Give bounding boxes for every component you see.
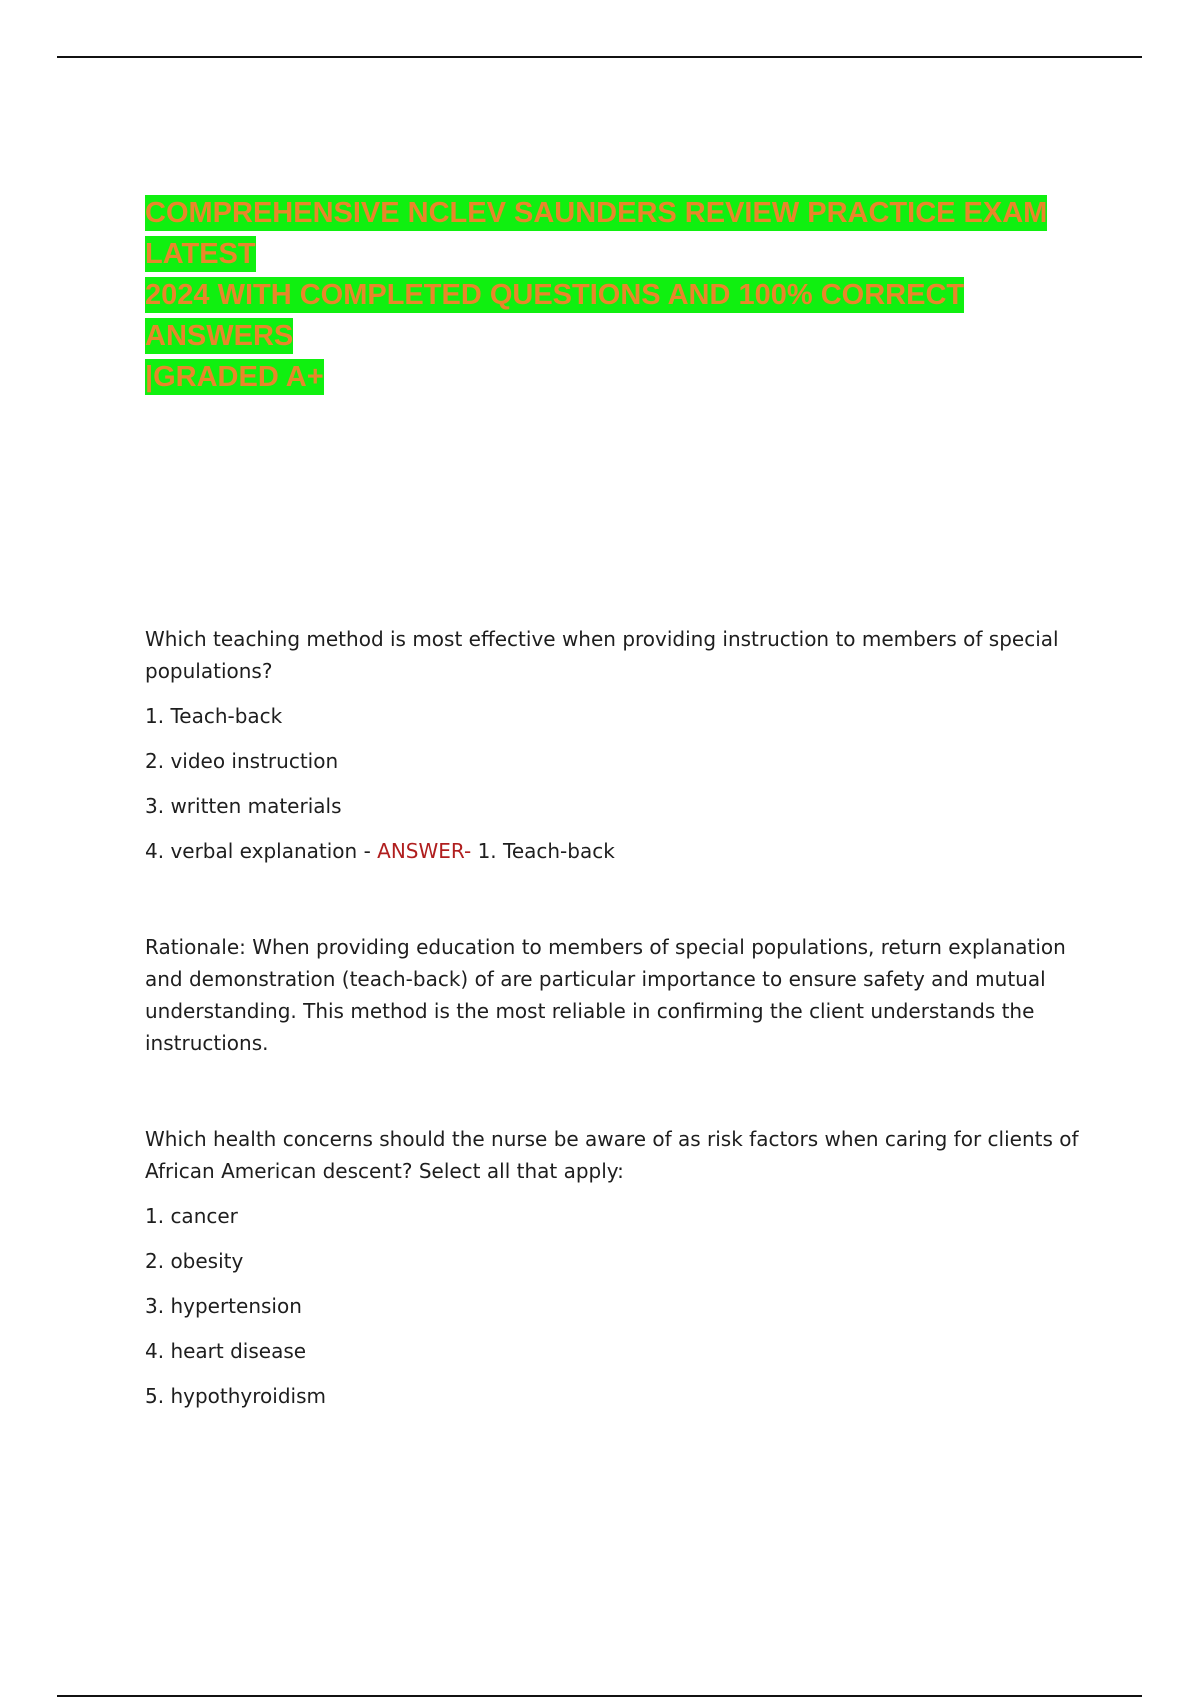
bottom-rule <box>57 1695 1142 1697</box>
question-1-rationale: Rationale: When providing education to members of special populations, return explanation and demonstration (teach-back) of are particular importance to ensure safety and mutual understanding. This method is the most reliable in confirming the client understands the instructions. <box>145 935 1066 1055</box>
answer-text: 1. Teach-back <box>477 839 615 863</box>
document-body <box>145 623 1080 1412</box>
question-2-option-3: 3. hypertension <box>145 1294 302 1318</box>
top-rule <box>57 56 1142 58</box>
question-1-option-4-with-answer <box>145 835 1080 867</box>
question-1-option-2: 2. video instruction <box>145 749 339 773</box>
question-1-option-3: 3. written materials <box>145 794 342 818</box>
question-1 <box>145 623 1080 1059</box>
question-2-prompt: Which health concerns should the nurse be aware of as risk factors when caring for clients of African American descent? Select all that apply: <box>145 1127 1079 1183</box>
question-1-prompt: Which teaching method is most effective when providing instruction to members of special populations? <box>145 627 1059 683</box>
title-line-1: COMPREHENSIVE NCLEV SAUNDERS REVIEW PRACTICE EXAM LATEST <box>145 197 1048 270</box>
question-1-option-1: 1. Teach-back <box>145 704 283 728</box>
question-2-option-1: 1. cancer <box>145 1204 238 1228</box>
document-title <box>145 193 1075 398</box>
title-line-3: |GRADED A+ <box>145 361 324 393</box>
question-2 <box>145 1123 1080 1412</box>
question-1-option-4: 4. verbal explanation - <box>145 839 371 863</box>
answer-label: ANSWER- <box>377 839 472 863</box>
question-2-option-5: 5. hypothyroidism <box>145 1384 326 1408</box>
title-line-2: 2024 WITH COMPLETED QUESTIONS AND 100% CORRECT ANSWERS <box>145 279 965 352</box>
question-2-option-4: 4. heart disease <box>145 1339 307 1363</box>
question-2-option-2: 2. obesity <box>145 1249 244 1273</box>
